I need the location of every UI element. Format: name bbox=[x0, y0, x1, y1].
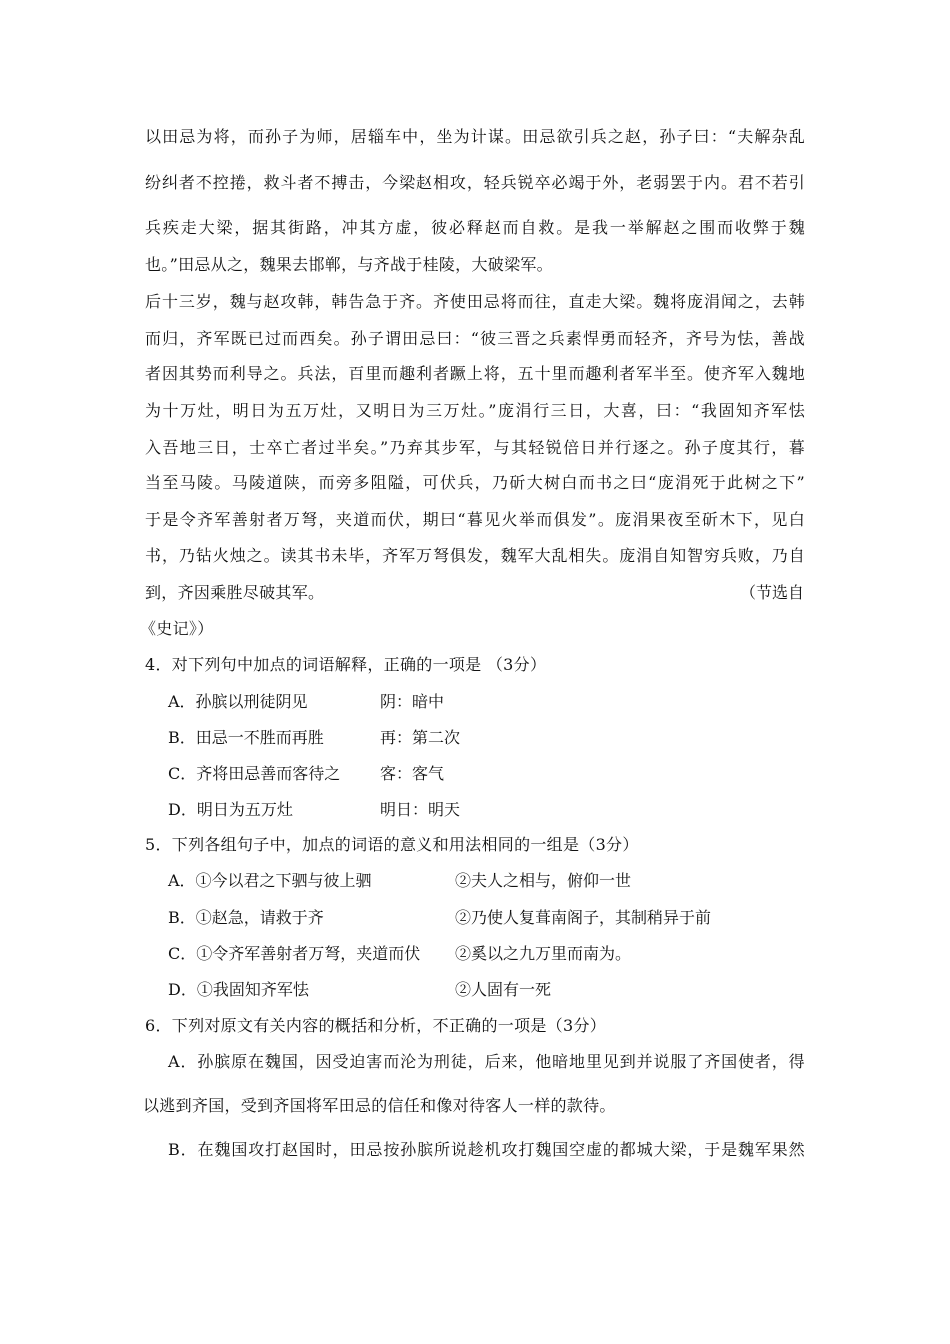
q4-option-a-expl: 阴：暗中 bbox=[380, 692, 445, 711]
passage-line: 当至马陵。马陵道陕，而旁多阻隘，可伏兵，乃斫大树白而书之曰“庞涓死于此树之下” bbox=[145, 473, 805, 492]
passage-line: 兵疾走大梁，据其街路，冲其方虚，彼必释赵而自救。是我一举解赵之围而收弊于魏 bbox=[145, 218, 805, 237]
passage-line: 纷纠者不控捲，救斗者不搏击，今梁赵相攻，轻兵锐卒必竭于外，老弱罢于内。君不若引 bbox=[145, 173, 805, 192]
question-5-stem: 5．下列各组句子中，加点的词语的意义和用法相同的一组是（3分） bbox=[145, 835, 639, 854]
q5-option-b-left: B．①赵急，请救于齐 bbox=[168, 908, 324, 927]
q5-option-b-right: ②乃使人复葺南阁子，其制稍异于前 bbox=[455, 908, 712, 927]
passage-line: 入吾地三日，士卒亡者过半矣。”乃弃其步军，与其轻锐倍日并行逐之。孙子度其行，暮 bbox=[145, 438, 805, 457]
source-citation: （节选自 bbox=[740, 583, 805, 602]
q5-option-a-left: A．①今以君之下驷与彼上驷 bbox=[168, 871, 372, 890]
passage-line: 而归，齐军既已过而西矣。孙子谓田忌曰：“彼三晋之兵素悍勇而轻齐，齐号为怯，善战 bbox=[145, 329, 805, 348]
q4-option-c-expl: 客：客气 bbox=[380, 764, 445, 783]
q5-option-d-left: D．①我固知齐军怯 bbox=[168, 980, 309, 999]
q4-option-d-expl: 明日：明天 bbox=[380, 800, 461, 819]
source-citation-cont: 《史记》） bbox=[140, 619, 214, 638]
passage-line: 也。”田忌从之，魏果去邯郸，与齐战于桂陵，大破梁军。 bbox=[145, 255, 553, 274]
passage-line: 于是令齐军善射者万弩，夹道而伏，期曰“暮见火举而俱发”。庞涓果夜至斫木下，见白 bbox=[145, 510, 805, 529]
q6-option-a-line2: 以逃到齐国，受到齐国将军田忌的信任和像对待客人一样的款待。 bbox=[143, 1096, 616, 1115]
q5-option-c-right: ②奚以之九万里而南为。 bbox=[455, 944, 632, 963]
q4-option-b-expl: 再：第二次 bbox=[380, 728, 461, 747]
passage-line: 书，乃钻火烛之。读其书未毕，齐军万弩俱发，魏军大乱相失。庞涓自知智穷兵败，乃自 bbox=[145, 546, 805, 565]
q4-option-d: D．明日为五万灶 bbox=[168, 800, 293, 819]
q6-option-b-line1: B．在魏国攻打赵国时，田忌按孙膑所说趁机攻打魏国空虚的都城大梁，于是魏军果然 bbox=[168, 1140, 805, 1159]
q5-option-c-left: C．①令齐军善射者万弩，夹道而伏 bbox=[168, 944, 421, 963]
q5-option-a-right: ②夫人之相与，俯仰一世 bbox=[455, 871, 632, 890]
q4-option-c: C．齐将田忌善而客待之 bbox=[168, 764, 341, 783]
passage-line: 以田忌为将，而孙子为师，居辎车中，坐为计谋。田忌欲引兵之赵，孙子曰：“夫解杂乱 bbox=[145, 127, 805, 146]
passage-last-line: 到，齐因乘胜尽破其军。 bbox=[145, 583, 325, 602]
passage-line: 者因其势而利导之。兵法，百里而趣利者蹶上将，五十里而趣利者军半至。使齐军入魏地 bbox=[145, 364, 805, 383]
passage-line: 为十万灶，明日为五万灶，又明日为三万灶。”庞涓行三日，大喜，曰：“我固知齐军怯 bbox=[145, 401, 805, 420]
q5-option-d-right: ②人固有一死 bbox=[455, 980, 552, 999]
question-4-stem: 4．对下列句中加点的词语解释，正确的一项是 （3分） bbox=[145, 655, 547, 674]
question-6-stem: 6．下列对原文有关内容的概括和分析，不正确的一项是（3分） bbox=[145, 1016, 607, 1035]
q4-option-b: B．田忌一不胜而再胜 bbox=[168, 728, 324, 747]
passage-line: 后十三岁，魏与赵攻韩，韩告急于齐。齐使田忌将而往，直走大梁。魏将庞涓闻之，去韩 bbox=[145, 292, 805, 311]
q4-option-a: A．孙膑以刑徒阴见 bbox=[168, 692, 308, 711]
q6-option-a-line1: A．孙膑原在魏国，因受迫害而沦为刑徒，后来，他暗地里见到并说服了齐国使者，得 bbox=[168, 1052, 805, 1071]
